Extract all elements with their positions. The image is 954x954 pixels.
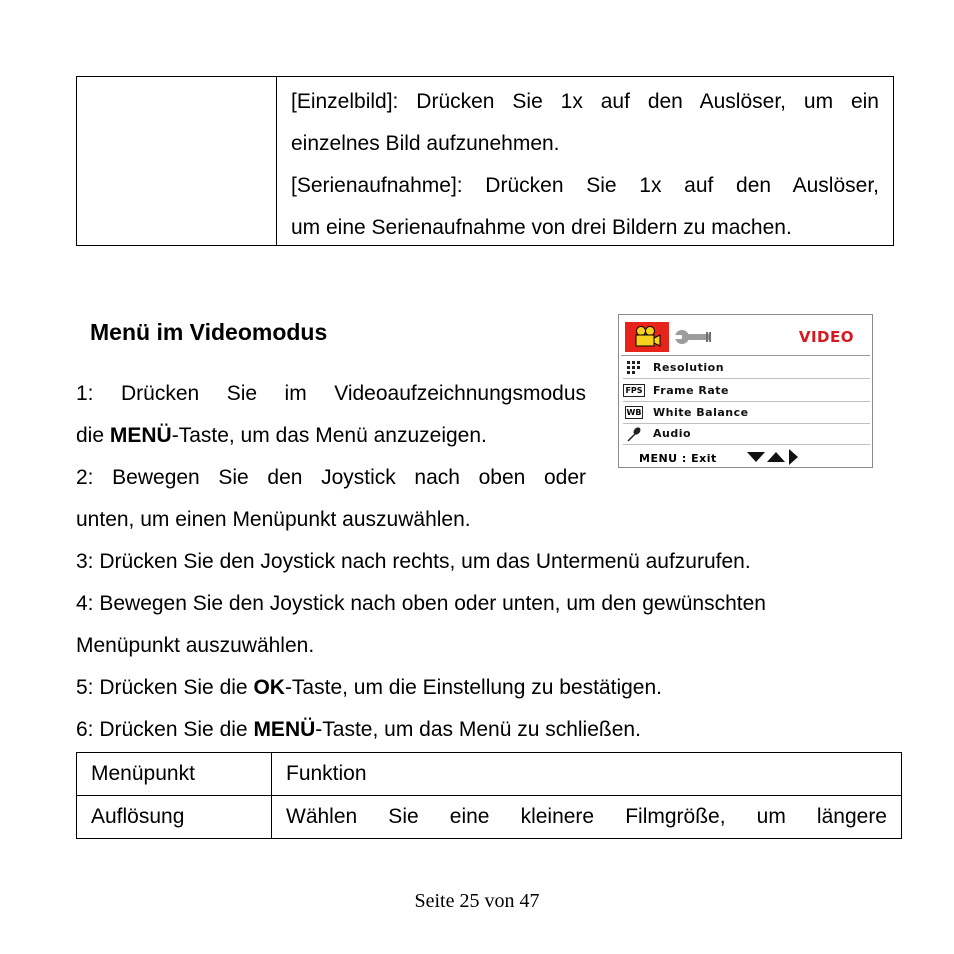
arrow-up-icon <box>767 451 785 463</box>
step-6: 6: Drücken Sie die MENÜ-Taste, um das Menü zu schließen. <box>76 718 641 741</box>
menu-item-white-balance <box>623 402 870 424</box>
capture-mode-table <box>76 76 894 246</box>
microphone-icon <box>623 426 645 442</box>
arrow-right-icon <box>787 449 799 465</box>
camera-video-menu-screenshot <box>618 314 873 468</box>
menu-item-label: White Balance <box>653 406 749 419</box>
step-4: 4: Bewegen Sie den Joystick nach oben oder unten, um den gewünschten Menüpunkt auszuwählen. <box>76 592 766 657</box>
description-line: [Serienaufnahme]: Drücken Sie 1x auf den Auslöser, <box>291 174 879 197</box>
menu-item-audio <box>623 423 870 445</box>
table-cell: Auflösung <box>77 796 272 839</box>
section-heading: Menü im Videomodus <box>90 319 328 345</box>
video-mode-label: VIDEO <box>798 328 854 346</box>
table-description-cell <box>277 77 893 245</box>
camera-menu-header <box>621 317 870 356</box>
menu-item-resolution <box>623 357 870 379</box>
step-5: 5: Drücken Sie die OK-Taste, um die Einstellung zu bestätigen. <box>76 676 662 699</box>
ok-key-label: OK <box>253 676 285 699</box>
menu-key-label: MENÜ <box>253 718 316 741</box>
menu-item-frame-rate <box>623 380 870 402</box>
menu-item-label: Audio <box>653 427 692 440</box>
menu-item-label: Frame Rate <box>653 384 730 397</box>
step-1: 1: Drücken Sie im Videoaufzeichnungsmodus die MENÜ-Taste, um das Menü anzuzeigen. <box>76 382 586 447</box>
video-mode-tab <box>625 322 669 352</box>
step-3: 3: Drücken Sie den Joystick nach rechts, um das Untermenü aufzurufen. <box>76 550 751 573</box>
description-line: [Einzelbild]: Drücken Sie 1x auf den Auslöser, um ein <box>291 90 879 113</box>
arrow-down-icon <box>747 451 765 463</box>
menu-function-table <box>76 752 902 839</box>
menu-exit-hint: MENU : Exit <box>639 452 717 465</box>
step-2: 2: Bewegen Sie den Joystick nach oben oder unten, um einen Menüpunkt auszuwählen. <box>76 466 586 531</box>
wrench-icon <box>673 327 713 347</box>
header-cell: Funktion <box>272 753 902 796</box>
menu-item-label: Resolution <box>653 361 725 374</box>
table-row <box>77 796 902 839</box>
settings-tab <box>673 322 713 352</box>
table-empty-cell <box>77 77 277 245</box>
page-number: Seite 25 von 47 <box>414 890 540 912</box>
description-line: einzelnes Bild aufzunehmen. <box>291 132 560 155</box>
wb-icon: WB <box>626 408 642 417</box>
video-camera-icon <box>632 325 662 349</box>
table-header-row <box>77 753 902 796</box>
menu-key-label: MENÜ <box>109 424 172 447</box>
table-cell: Wählen Sie eine kleinere Filmgröße, um längere <box>272 796 902 839</box>
description-line: um eine Serienaufnahme von drei Bildern zu machen. <box>291 216 792 239</box>
fps-icon: FPS <box>625 386 643 395</box>
header-cell: Menüpunkt <box>77 753 272 796</box>
navigation-arrows <box>747 449 799 465</box>
resolution-grid-icon <box>623 360 645 376</box>
